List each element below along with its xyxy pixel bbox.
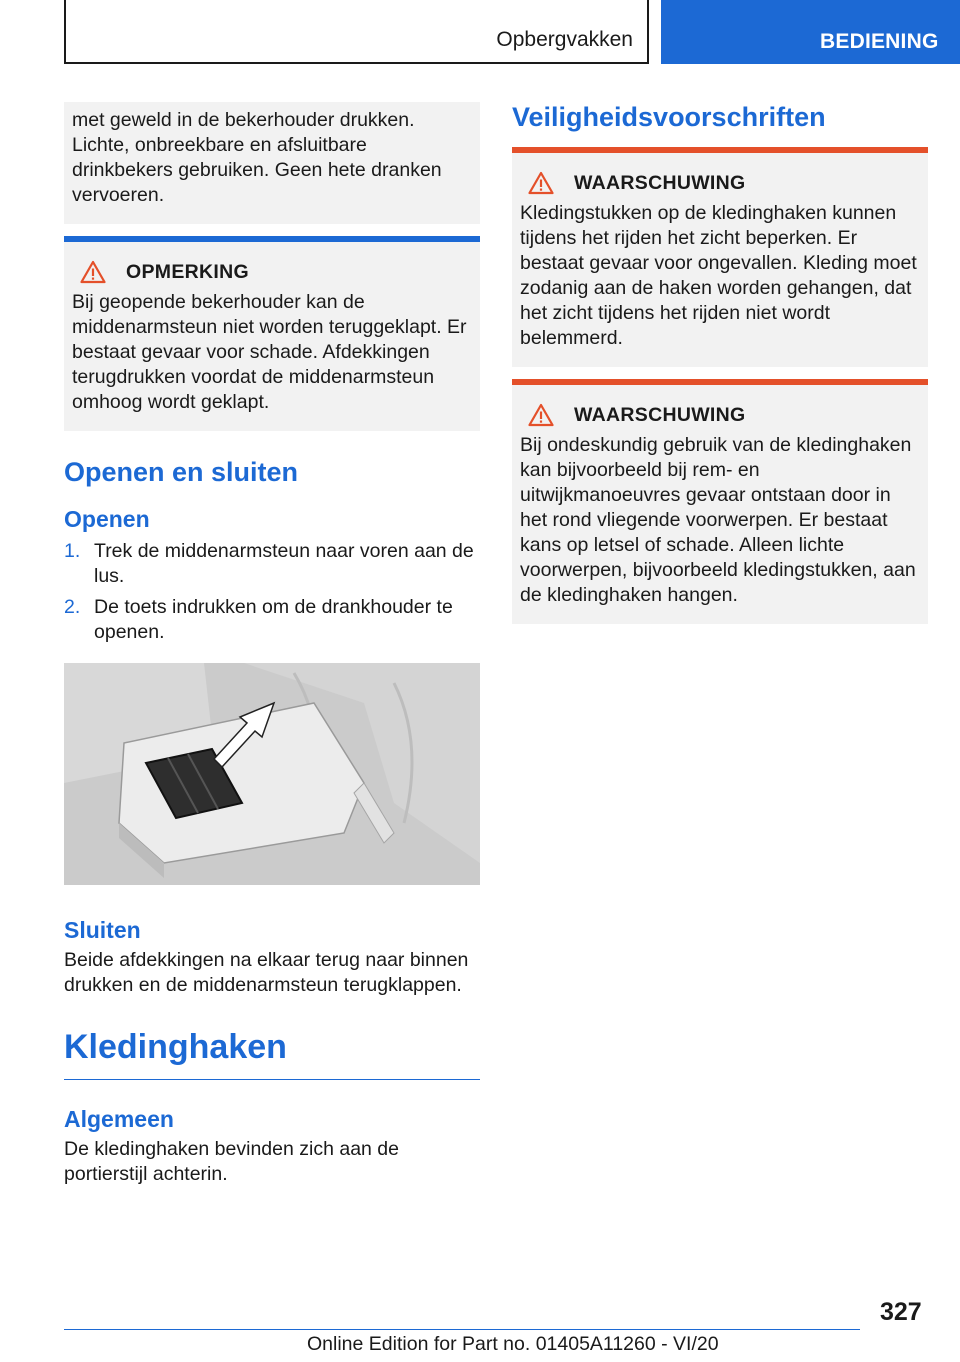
footer-edition: Online Edition for Part no. 01405A11260 - VI/20 [307, 1333, 719, 1355]
open-steps-list [64, 539, 480, 645]
warning-triangle-icon [528, 171, 554, 195]
page-number: 327 [880, 1298, 922, 1326]
armrest-drawing [64, 663, 480, 885]
armrest-cupholder-illustration [64, 663, 480, 885]
warning-title: WAARSCHUWING [574, 403, 746, 426]
footer-rule [64, 1329, 860, 1330]
warning-text: Bij ondeskundig gebruik van de kledinghaken kan bijvoorbeeld bij rem- en uitwijkmanoeuvres gevaar ontstaan door in het rond vliegende voorwerpen. Er bestaat kans op letsel of schade. Alleen lichte voorwerpen, bijvoorbeeld kledingstukken, aan de kledinghaken hangen. [520, 434, 916, 606]
warning-text: Kledingstukken op de kledinghaken kunnen tijdens het rijden het zicht beperken. Er bestaat gevaar voor ongevallen. Kleding moet zodanig aan de haken worden gehangen, dat het zicht tijdens het rijden niet wordt belemmerd. [520, 202, 917, 349]
continued-note-text: met geweld in de bekerhouder drukken. Lichte, onbreekbare en afsluitbare drinkbekers gebruiken. Geen hete dranken vervoeren. [72, 109, 442, 206]
list-item [64, 539, 480, 589]
step-number: 1. [64, 540, 81, 562]
warning-box [512, 147, 928, 367]
general-heading: Algemeen [64, 1106, 174, 1132]
header-section-box [64, 0, 649, 64]
left-column [64, 102, 480, 1187]
list-item [64, 595, 480, 645]
close-text: Beide afdekkingen na elkaar terug naar binnen drukken en de middenarmsteun terugklappen. [64, 949, 469, 996]
warning-box [512, 379, 928, 624]
header-section-title: Opbergvakken [496, 28, 633, 51]
note-header [72, 260, 472, 284]
open-close-heading: Openen en sluiten [64, 457, 299, 487]
open-heading: Openen [64, 506, 150, 532]
step-text: Trek de middenarmsteun naar voren aan de lus. [94, 540, 474, 587]
note-box [64, 236, 480, 431]
right-column [512, 102, 928, 636]
close-heading: Sluiten [64, 917, 141, 943]
warning-triangle-icon [80, 260, 106, 284]
warning-header [520, 171, 920, 195]
step-text: De toets indrukken om de drankhouder te openen. [94, 596, 453, 643]
safety-heading: Veiligheidsvoorschriften [512, 102, 826, 132]
step-number: 2. [64, 596, 81, 618]
warning-triangle-icon [528, 403, 554, 427]
clothes-hooks-heading: Kledinghaken [64, 1028, 287, 1066]
continued-note-box [64, 102, 480, 224]
warning-header [520, 403, 920, 427]
general-text: De kledinghaken bevinden zich aan de portierstijl achterin. [64, 1138, 399, 1185]
heading-underline [64, 1079, 480, 1080]
note-title: OPMERKING [126, 260, 249, 283]
warning-title: WAARSCHUWING [574, 171, 746, 194]
note-text: Bij geopende bekerhouder kan de middenarmsteun niet worden teruggeklapt. Er bestaat gevaar voor schade. Afdekkingen terugdrukken voordat de middenarmsteun omhoog wordt geklapt. [72, 291, 467, 413]
header-chapter-tab: BEDIENING [661, 0, 960, 64]
